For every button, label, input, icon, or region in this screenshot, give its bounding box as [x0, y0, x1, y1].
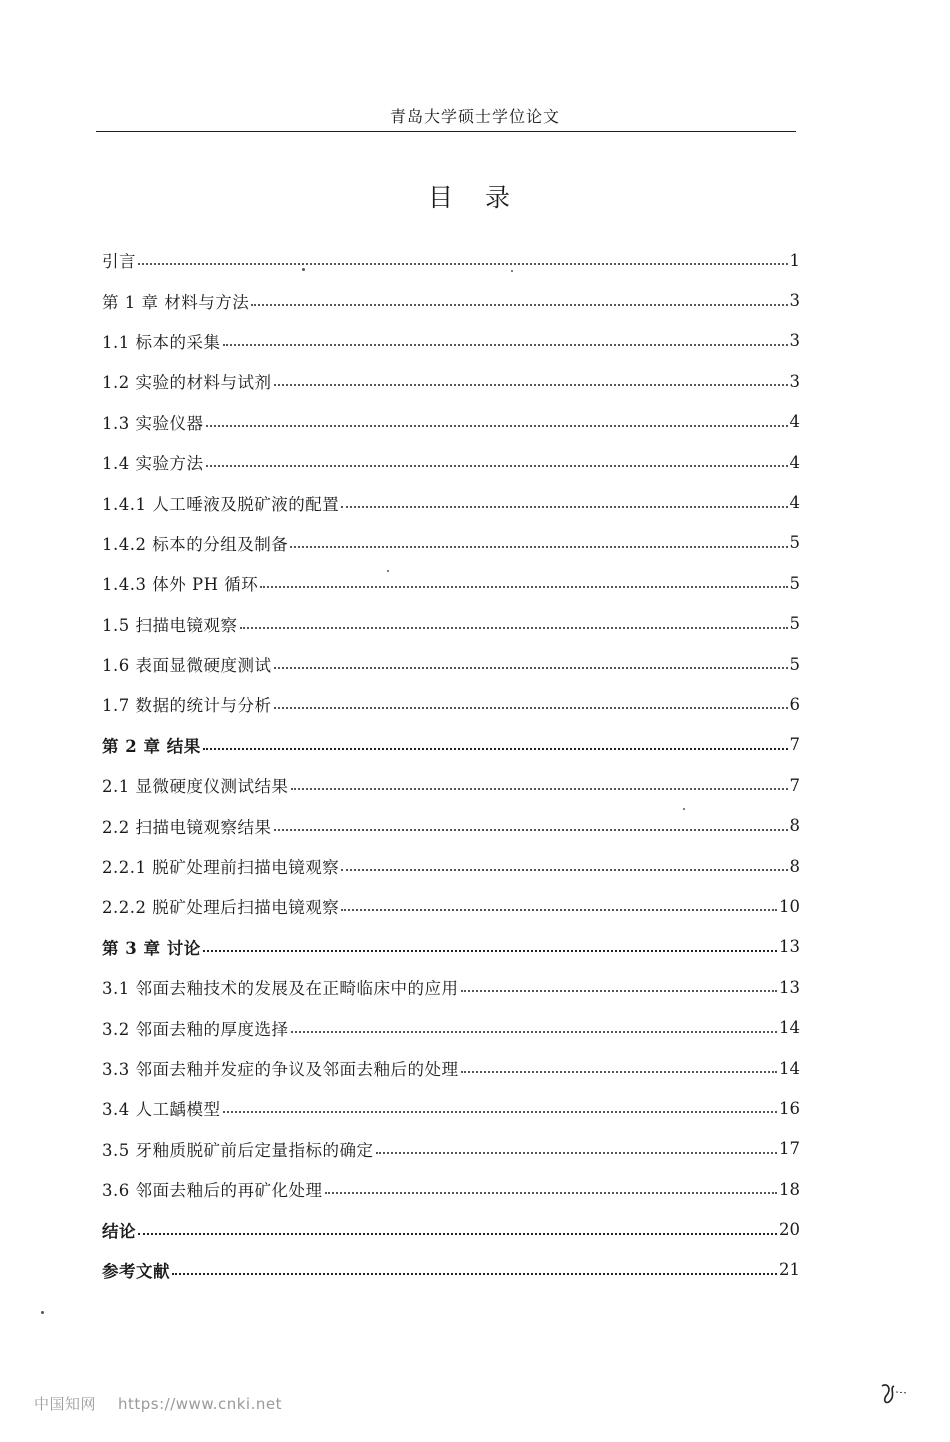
- toc-entry-label: 第 2 章 结果: [102, 736, 201, 756]
- toc-entry-label: 1.7 数据的统计与分析: [102, 696, 272, 716]
- toc-leader-dots: [172, 1273, 777, 1275]
- toc-entry-page: 4: [789, 452, 800, 472]
- toc-entry[interactable]: [102, 1088, 800, 1128]
- toc-leader-dots: [203, 950, 777, 952]
- toc-entry-page: 3: [789, 371, 800, 391]
- toc-entry-label: 3.4 人工龋模型: [102, 1100, 221, 1120]
- toc-entry-page: 20: [779, 1220, 800, 1240]
- toc-entry-label: 1.5 扫描电镜观察: [102, 615, 238, 635]
- toc-entry-page: 17: [779, 1139, 800, 1159]
- toc-entry[interactable]: [102, 280, 800, 320]
- toc-entry-label: 第 1 章 材料与方法: [102, 292, 250, 312]
- toc-entry-page: 3: [789, 331, 800, 351]
- toc-entry-label: 1.4.2 标本的分组及制备: [102, 534, 289, 554]
- toc-entry[interactable]: [102, 1048, 800, 1088]
- toc-entry-label: 2.1 显微硬度仪测试结果: [102, 777, 289, 797]
- toc-entry-label: 3.5 牙釉质脱矿前后定量指标的确定: [102, 1140, 374, 1160]
- cnki-url: https://www.cnki.net: [118, 1395, 282, 1413]
- toc-leader-dots: [274, 384, 788, 386]
- header-rule: [96, 131, 796, 132]
- toc-entry[interactable]: [102, 482, 800, 522]
- toc-heading: 目 录: [428, 183, 522, 212]
- scan-speck: [41, 1311, 44, 1314]
- toc-leader-dots: [223, 1111, 778, 1113]
- toc-entry-label: 1.4.1 人工唾液及脱矿液的配置: [102, 494, 340, 514]
- toc-entry-page: 7: [789, 735, 800, 755]
- toc-entry[interactable]: [102, 886, 800, 926]
- toc-entry[interactable]: [102, 1129, 800, 1169]
- toc-entry[interactable]: [102, 563, 800, 603]
- toc-entry-label: 2.2.2 脱矿处理后扫描电镜观察: [102, 898, 340, 918]
- toc-entry-label: 1.1 标本的采集: [102, 332, 221, 352]
- toc-entry-label: 引言: [102, 252, 136, 272]
- toc-entry-page: 3: [789, 291, 800, 311]
- toc-entry[interactable]: [102, 1209, 800, 1249]
- toc-leader-dots: [206, 425, 788, 427]
- toc-entry[interactable]: [102, 805, 800, 845]
- toc-leader-dots: [251, 304, 787, 306]
- toc-entry[interactable]: [102, 442, 800, 482]
- toc-leader-dots: [138, 263, 788, 265]
- cnki-brand: 中国知网: [34, 1395, 97, 1413]
- toc-entry-label: 3.3 邻面去釉并发症的争议及邻面去釉后的处理: [102, 1060, 459, 1079]
- toc-leader-dots: [376, 1152, 778, 1154]
- toc-entry-label: 第 3 章 讨论: [102, 938, 201, 958]
- toc-entry[interactable]: [102, 240, 800, 280]
- toc-entry-page: 13: [779, 937, 800, 957]
- toc-entry[interactable]: [102, 1169, 800, 1209]
- toc-entry-page: 13: [779, 977, 800, 997]
- toc-leader-dots: [341, 909, 777, 911]
- toc-leader-dots: [223, 344, 788, 346]
- toc-entry-label: 3.6 邻面去釉后的再矿化处理: [102, 1181, 323, 1201]
- toc-entry[interactable]: [102, 725, 800, 765]
- toc-entry-label: 2.2 扫描电镜观察结果: [102, 817, 272, 837]
- scan-speck: [511, 270, 513, 272]
- toc-leader-dots: [461, 1071, 778, 1073]
- toc-entry[interactable]: [102, 1007, 800, 1047]
- toc-entry[interactable]: [102, 644, 800, 684]
- toc-entry-page: 1: [789, 250, 800, 270]
- toc-entry[interactable]: [102, 402, 800, 442]
- table-of-contents: [102, 240, 800, 1290]
- toc-entry[interactable]: [102, 846, 800, 886]
- toc-entry[interactable]: [102, 684, 800, 724]
- toc-entry-label: 结论: [102, 1221, 136, 1241]
- toc-entry-page: 8: [789, 816, 800, 836]
- toc-entry-label: 1.4 实验方法: [102, 454, 204, 474]
- toc-entry-page: 5: [789, 654, 800, 674]
- toc-entry-page: 6: [789, 694, 800, 714]
- toc-entry[interactable]: [102, 765, 800, 805]
- toc-entry-label: 1.6 表面显微硬度测试: [102, 656, 272, 676]
- running-header: 青岛大学硕士学位论文: [389, 107, 560, 126]
- toc-leader-dots: [291, 788, 788, 790]
- toc-leader-dots: [260, 586, 787, 588]
- toc-leader-dots: [461, 990, 778, 992]
- toc-entry-page: 21: [779, 1260, 800, 1280]
- toc-entry-page: 5: [789, 614, 800, 634]
- toc-entry-label: 3.1 邻面去釉技术的发展及在正畸临床中的应用: [102, 979, 459, 999]
- toc-leader-dots: [341, 869, 787, 871]
- toc-entry[interactable]: [102, 523, 800, 563]
- toc-leader-dots: [291, 1031, 778, 1033]
- toc-leader-dots: [341, 506, 787, 508]
- toc-leader-dots: [274, 829, 788, 831]
- toc-entry-label: 2.2.1 脱矿处理前扫描电镜观察: [102, 858, 340, 878]
- toc-entry-label: 1.4.3 体外 PH 循环: [102, 575, 259, 595]
- handwritten-mark: [878, 1380, 914, 1410]
- toc-entry[interactable]: [102, 604, 800, 644]
- toc-leader-dots: [290, 546, 787, 548]
- toc-entry-page: 5: [789, 573, 800, 593]
- toc-entry-label: 1.2 实验的材料与试剂: [102, 373, 272, 393]
- toc-leader-dots: [274, 667, 788, 669]
- toc-entry-page: 5: [789, 533, 800, 553]
- toc-entry-page: 14: [779, 1058, 800, 1078]
- toc-entry[interactable]: [102, 321, 800, 361]
- toc-entry-label: 3.2 邻面去釉的厚度选择: [102, 1019, 289, 1039]
- toc-entry-page: 10: [779, 896, 800, 916]
- toc-entry-page: 18: [779, 1179, 800, 1199]
- toc-entry[interactable]: [102, 361, 800, 401]
- scan-speck: [387, 570, 389, 572]
- cnki-watermark: [34, 1393, 282, 1414]
- toc-leader-dots: [138, 1233, 777, 1235]
- toc-entry-page: 4: [789, 493, 800, 513]
- toc-entry-page: 8: [789, 856, 800, 876]
- toc-entry-page: 4: [789, 412, 800, 432]
- scan-speck: [302, 268, 305, 271]
- toc-leader-dots: [274, 707, 788, 709]
- toc-leader-dots: [206, 465, 788, 467]
- toc-entry-label: 参考文献: [102, 1261, 170, 1281]
- toc-entry[interactable]: [102, 1250, 800, 1290]
- toc-entry-label: 1.3 实验仪器: [102, 413, 204, 433]
- toc-entry-page: 14: [779, 1018, 800, 1038]
- toc-entry-page: 16: [779, 1098, 800, 1118]
- scan-speck: [683, 808, 685, 810]
- toc-entry[interactable]: [102, 967, 800, 1007]
- toc-entry-page: 7: [789, 775, 800, 795]
- toc-leader-dots: [203, 748, 788, 750]
- toc-entry[interactable]: [102, 927, 800, 967]
- toc-leader-dots: [240, 627, 788, 629]
- toc-leader-dots: [325, 1192, 778, 1194]
